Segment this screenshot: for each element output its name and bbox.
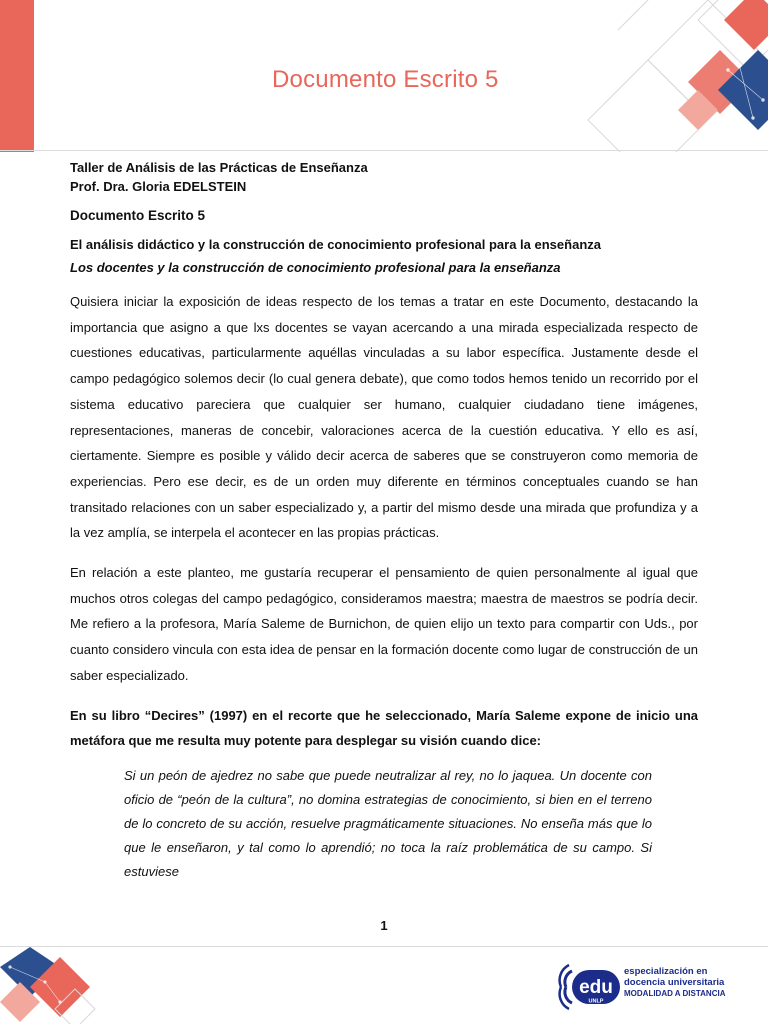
header-accent-bar xyxy=(0,0,34,152)
header-title: Documento Escrito 5 xyxy=(272,66,499,93)
logo-text xyxy=(624,966,734,999)
block-quote: Si un peón de ajedrez no sabe que puede neutralizar al rey, no lo jaquea. Un docente con oficio de “peón de la cultura”, no domina estrategias de conocimiento, si bien en el terreno de lo concreto de su acción, resuelve pragmáticamente situaciones. No enseña más que lo que le enseñaron, y tal como lo aprendió; no toca la raíz problemática de su campo. Si estuviese xyxy=(124,767,652,879)
document-heading: Documento Escrito 5 xyxy=(70,208,206,223)
edu-unlp-logo xyxy=(558,962,728,1012)
edu-logo-icon xyxy=(558,962,622,1012)
logo-line: especialización en xyxy=(624,966,708,977)
page-number: 1 xyxy=(380,918,388,933)
header-decoration-icon xyxy=(548,0,768,152)
svg-text:UNLP: UNLP xyxy=(588,998,604,1005)
header-divider xyxy=(0,150,768,151)
paragraph: Quisiera iniciar la exposición de ideas respecto de los temas a tratar en este Documento, destacando la importancia que asigno a que lxs docentes se vayan acercando a una mirada especializada respecto de cuestiones educativas, particularmente aquéllas vinculadas a su labor específica. Justamente desde el campo pedagógico solemos decir (lo cual genera debate), que como todos hemos tenido un recorrido por el sistema educativo pareciera que cualquier ser humano, cualquier ciudadano tiene imágenes, representaciones, maneras de concebir, valoraciones acerca de la cuestión educativa. Y ello es así, ciertamente. Siempre es posible y válido decir acerca de saberes que se construyeron como memoria de experiencias. Pero ese decir, es de un orden muy diferente en términos conceptuales cuando se han transitado relaciones con un saber especializado y, a partir del mismo desde una mirada que profundiza y a la vez amplía, se interpela el acontecer en las propias prácticas. xyxy=(70,294,698,541)
document-meta xyxy=(70,158,698,196)
page-header xyxy=(0,0,768,152)
paragraph: En relación a este planteo, me gustaría recuperar el pensamiento de quien personalmente al igual que muchos otros colegas del campo pedagógico, consideramos maestra; maestra de maestros se podría decir. Me refiero a la profesora, María Saleme de Burnichon, de quien elijo un texto para compartir con Uds., por cuanto considero vincula con esta idea de pensar en la formación docente como lugar de construcción de un saber especializado. xyxy=(70,565,698,683)
workshop-name: Taller de Análisis de las Prácticas de Enseñanza xyxy=(70,160,368,175)
footer-decoration-icon xyxy=(0,947,110,1024)
svg-text:edu: edu xyxy=(579,977,613,998)
logo-line: docencia universitaria xyxy=(624,977,725,988)
document-subtitle: Los docentes y la construcción de conocimiento profesional para la enseñanza xyxy=(70,260,561,275)
logo-line: MODALIDAD A DISTANCIA xyxy=(624,989,726,998)
paragraph: En su libro “Decires” (1997) en el recorte que he seleccionado, María Saleme expone de inicio una metáfora que me resulta muy potente para desplegar su visión cuando dice: xyxy=(70,707,698,749)
document-title: El análisis didáctico y la construcción de conocimiento profesional para la enseñanza xyxy=(70,237,601,252)
professor-name: Prof. Dra. Gloria EDELSTEIN xyxy=(70,179,247,194)
footer-divider xyxy=(0,946,768,947)
document-body xyxy=(70,156,698,884)
